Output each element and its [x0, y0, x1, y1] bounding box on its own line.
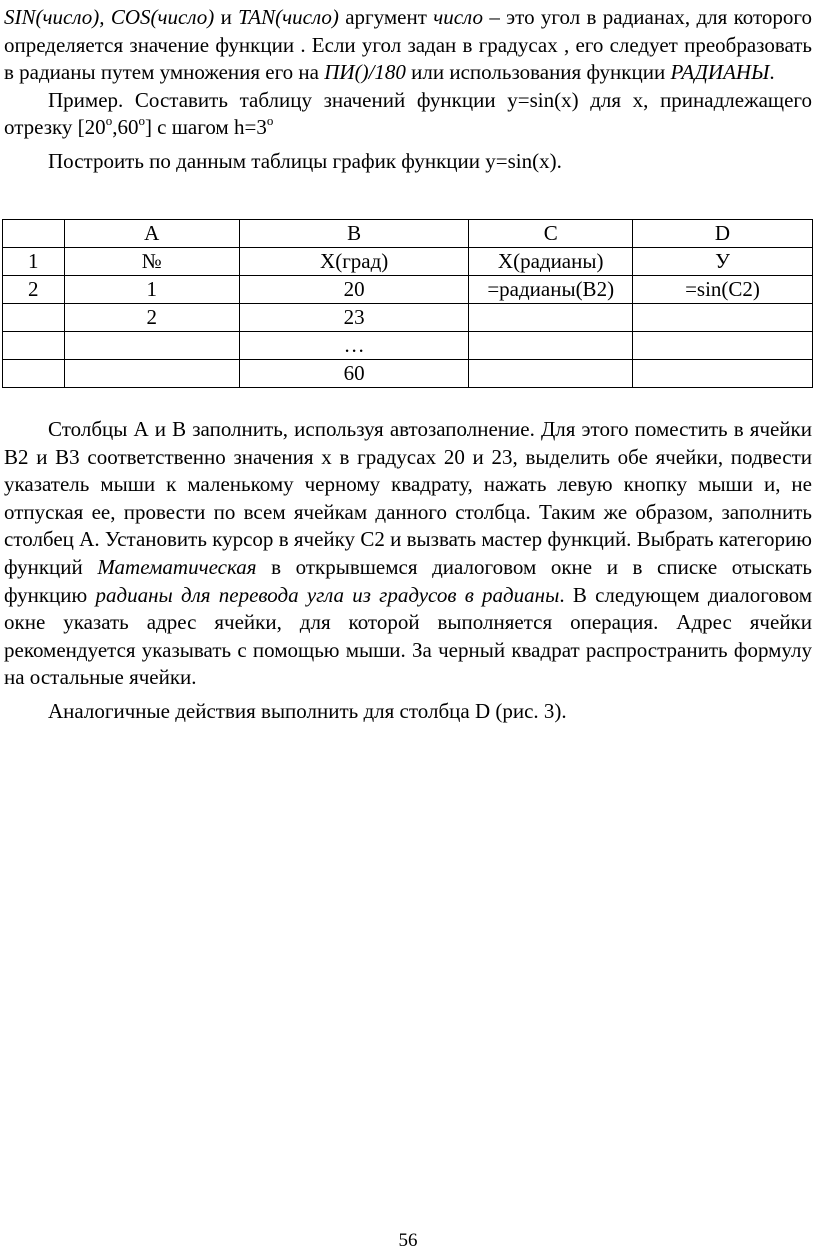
- table-cell: 1: [3, 248, 65, 276]
- table-cell: [469, 304, 633, 332]
- intro-dot: .: [769, 60, 775, 85]
- intro-radians: РАДИАНЫ: [670, 60, 770, 85]
- table-cell: [64, 360, 239, 388]
- intro-functions: SIN(число), COS(число): [4, 5, 215, 29]
- table-cell: =sin(C2): [633, 276, 813, 304]
- instructions-text-1: Столбцы А и В заполнить, используя автозаполнение. Для этого поместить в ячейки В2 и В3 соответственно значения х в градусах 20 и 23, выделить обе ячейки, подвести указатель мыши к маленькому черному квадрату, нажать левую кнопку мыши и, не отпуская ее, провести по всем ячейкам данного столбца. Таким же образом, заполнить столбец А. Установить курсор в ячейку С2 и вызвать мастер функций. Выбрать категорию функций: [4, 417, 812, 579]
- table-row: [3, 304, 813, 332]
- table-cell: [3, 332, 65, 360]
- table-cell: X(град): [239, 248, 468, 276]
- build-paragraph: Построить по данным таблицы график функции y=sin(x).: [48, 148, 562, 173]
- table-cell: …: [239, 332, 468, 360]
- table-cell: [633, 332, 813, 360]
- intro-arg-name: число: [433, 5, 483, 29]
- function-name: радианы для перевода угла из градусов в радианы: [95, 582, 560, 607]
- example-paragraph: [4, 87, 812, 142]
- intro-pi: ПИ()/180: [324, 60, 406, 85]
- table-cell: [469, 360, 633, 388]
- example-mid: ,60: [112, 115, 139, 140]
- spreadsheet-table: [2, 219, 813, 388]
- header-corner: [3, 220, 65, 248]
- table-row: [3, 360, 813, 388]
- table-cell: 1: [64, 276, 239, 304]
- table-cell: [633, 360, 813, 388]
- header-col-b: B: [239, 220, 468, 248]
- table-cell: 2: [3, 276, 65, 304]
- table-row: [3, 332, 813, 360]
- table-cell: 20: [239, 276, 468, 304]
- table-cell: [3, 304, 65, 332]
- table-cell: 2: [64, 304, 239, 332]
- example-degree-3: o: [266, 113, 274, 129]
- example-degree-2: o: [138, 113, 145, 129]
- table-cell: 23: [239, 304, 468, 332]
- example-degree-1: o: [105, 113, 113, 129]
- column-d-paragraph: Аналогичные действия выполнить для столбца D (рис. 3).: [48, 698, 567, 723]
- table-cell: X(радианы): [469, 248, 633, 276]
- intro-rest: – это угол в радианах, для которого определяется значение функции . Если угол задан в градусах , его следует преобразовать в радианы путем умножения его на: [4, 5, 812, 85]
- header-col-a: A: [64, 220, 239, 248]
- example-text: Пример. Составить таблицу значений функции y=sin(x) для x, принадлежащего отрезку [20: [4, 87, 812, 140]
- intro-and: и: [214, 5, 239, 29]
- table-row: [3, 248, 813, 276]
- table-cell: [469, 332, 633, 360]
- table-cell: =радианы(B2): [469, 276, 633, 304]
- table-header-row: [3, 220, 813, 248]
- page-text-top: [4, 0, 812, 176]
- table-cell: [3, 360, 65, 388]
- instructions-text-2: в открывшемся диалоговом окне и в списке отыскать функцию: [4, 554, 812, 607]
- instructions-paragraph: [4, 416, 812, 692]
- table-cell: У: [633, 248, 813, 276]
- page-number: 56: [398, 1230, 418, 1251]
- header-col-d: D: [633, 220, 813, 248]
- example-end: ] с шагом h=3: [144, 115, 267, 140]
- intro-argument: аргумент: [338, 5, 434, 29]
- table-cell: 60: [239, 360, 468, 388]
- instructions-text-3: . В следующем диалоговом окне указать адрес ячейки, для которой выполняется операция. Адрес ячейки рекомендуется указывать с помощью мыши. За черный квадрат распространить формулу на остальные ячейки.: [4, 582, 812, 690]
- page-text-bottom: [4, 416, 812, 726]
- intro-or-use: или использования функции: [405, 60, 671, 85]
- table-cell: [64, 332, 239, 360]
- table-cell: [633, 304, 813, 332]
- table-cell: №: [64, 248, 239, 276]
- intro-tan: TAN(число): [238, 5, 339, 29]
- intro-paragraph: [4, 4, 812, 87]
- header-col-c: C: [469, 220, 633, 248]
- category-math: Математическая: [97, 554, 257, 579]
- table-row: [3, 276, 813, 304]
